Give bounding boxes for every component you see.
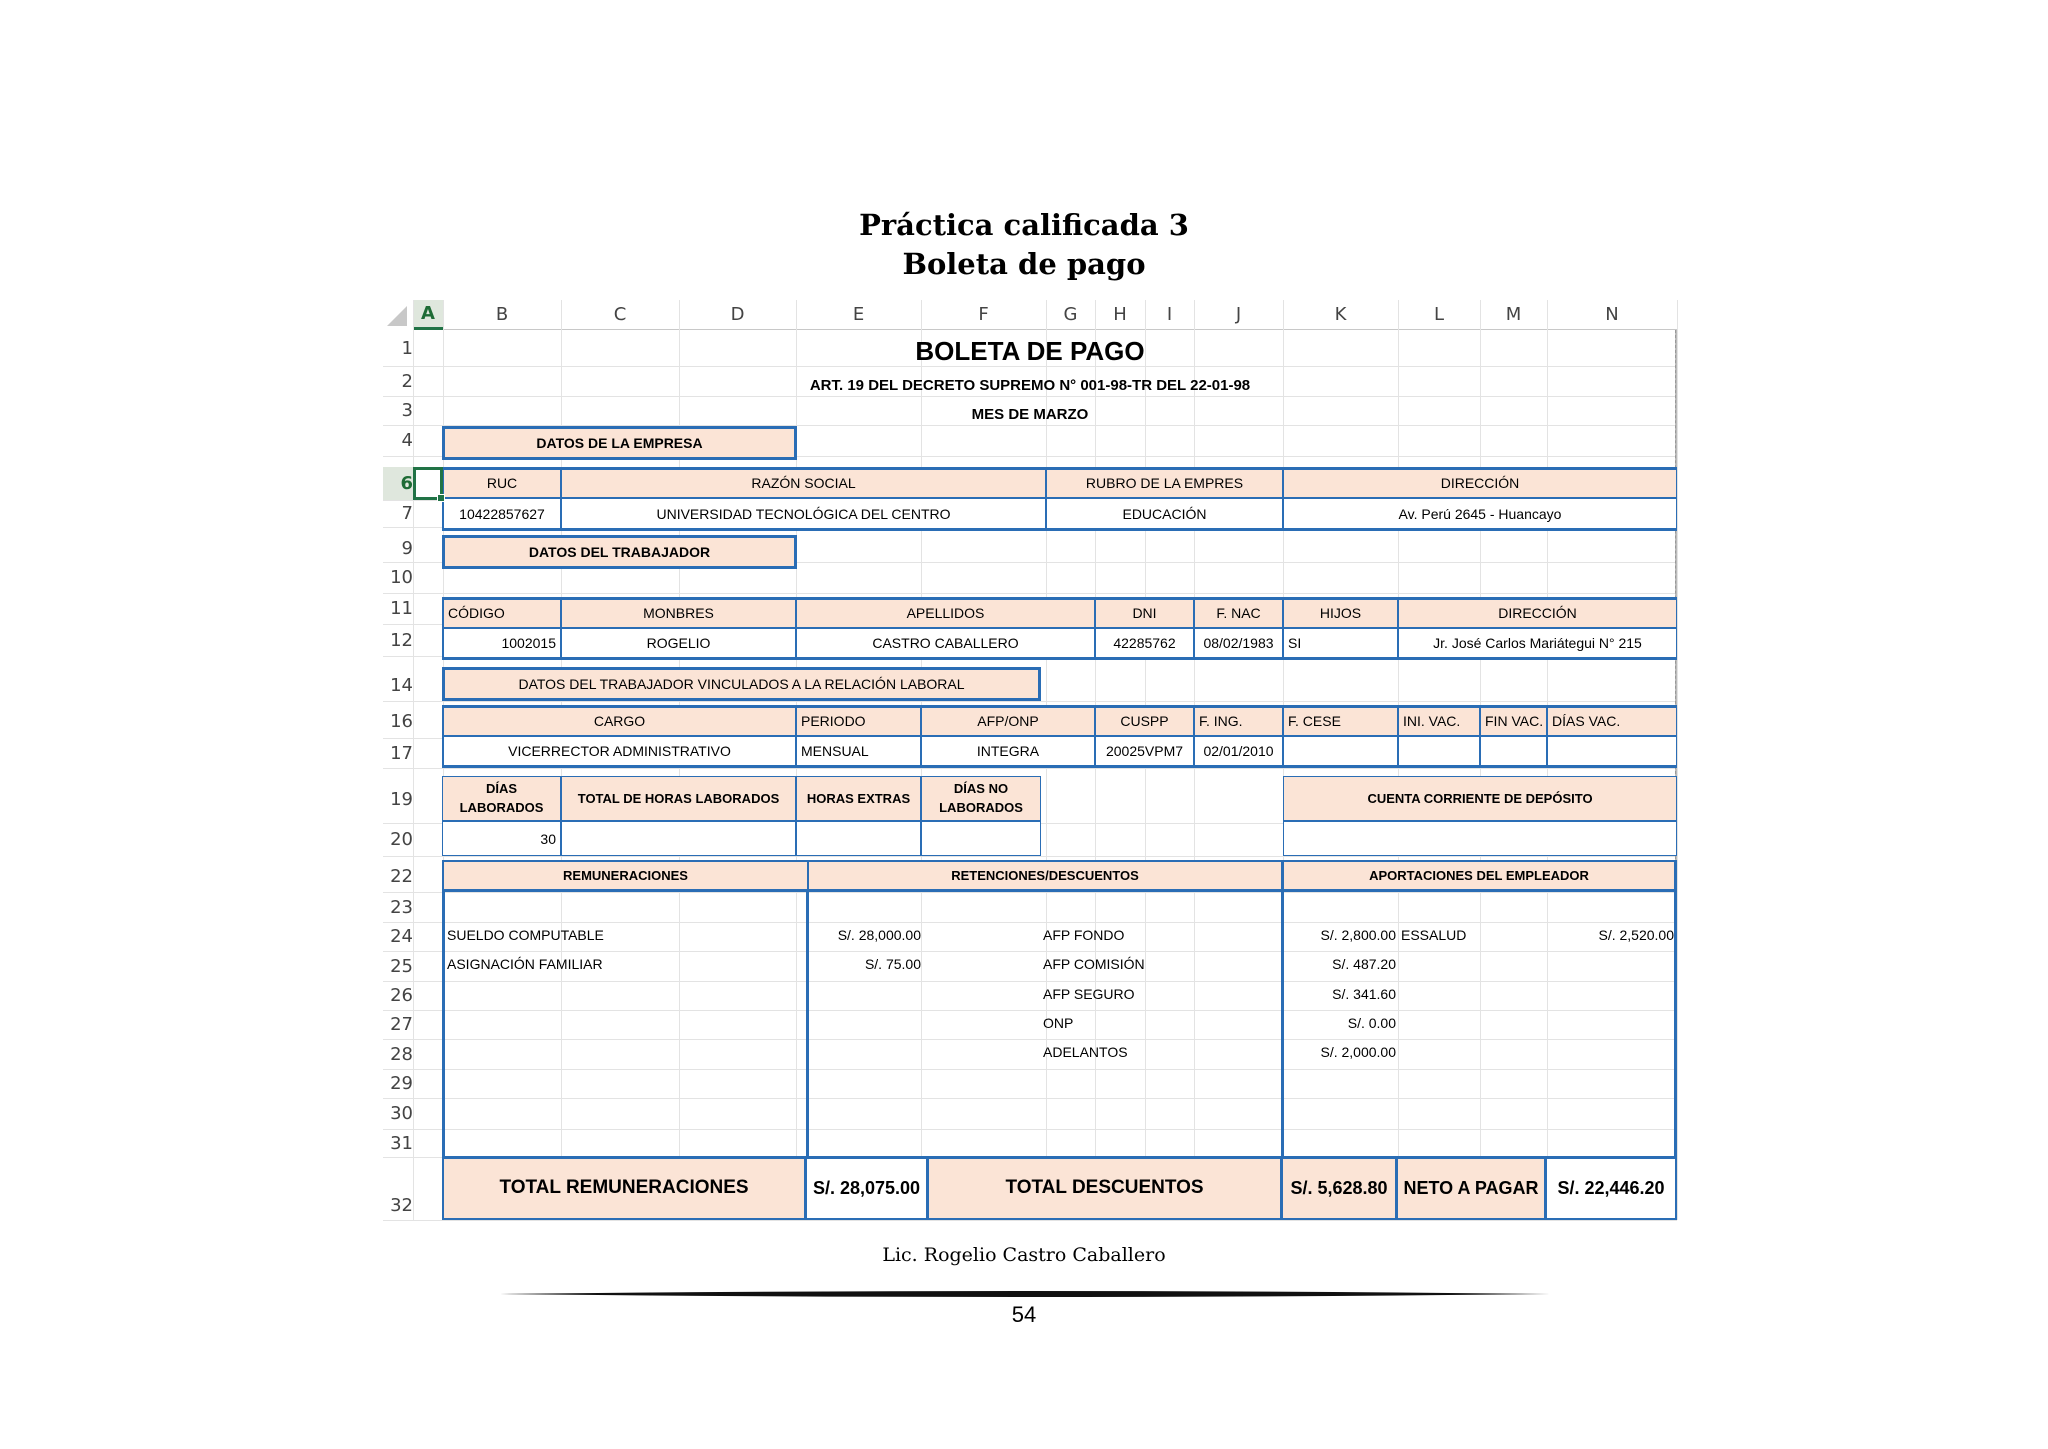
value-fin-vac [1480,736,1547,766]
remuneracion-label: ASIGNACIÓN FAMILIAR [447,956,603,972]
row-header-30[interactable]: 30 [390,1103,413,1124]
column-header-n[interactable]: N [1547,300,1677,330]
row-header-6[interactable]: 6 [383,467,413,500]
row-header-12[interactable]: 12 [390,629,413,651]
section-datos-laboral: DATOS DEL TRABAJADOR VINCULADOS A LA RELACIÓN LABORAL [442,667,1041,701]
page-title: Práctica calificada 3 [859,208,1189,242]
value-rubro: EDUCACIÓN [1046,498,1283,529]
retencion-label: ADELANTOS [1043,1044,1128,1060]
header-afp-onp: AFP/ONP [921,707,1095,736]
page-subtitle: Boleta de pago [902,247,1146,281]
value-cargo: VICERRECTOR ADMINISTRATIVO [443,736,796,766]
column-header-l[interactable]: L [1398,300,1480,330]
value-f-ing: 02/01/2010 [1194,736,1283,766]
row-header-10[interactable]: 10 [390,567,413,588]
gridline-horizontal [383,396,1677,397]
row-header-3[interactable]: 3 [401,400,413,421]
row-header-2[interactable]: 2 [401,370,413,392]
value-ini-vac [1398,736,1480,766]
row-header-4[interactable]: 4 [401,430,413,451]
row-header-1[interactable]: 1 [401,337,413,359]
retencion-label: ONP [1043,1015,1074,1031]
gridline-horizontal [383,856,1677,857]
remuneracion-amount: S/. 28,000.00 [837,927,921,943]
row-header-7[interactable]: 7 [401,503,413,524]
row-header-20[interactable]: 20 [390,829,413,850]
retencion-amount: S/. 487.20 [1332,956,1396,972]
retencion-amount: S/. 2,000.00 [1320,1044,1396,1060]
gridline-horizontal [383,768,1677,769]
total-descuentos-value: S/. 5,628.80 [1283,1159,1398,1218]
column-header-m[interactable]: M [1480,300,1547,330]
retencion-label: AFP COMISIÓN [1043,956,1145,972]
row-header-17[interactable]: 17 [390,742,413,764]
column-header-d[interactable]: D [679,300,796,330]
value-afp-onp: INTEGRA [921,736,1095,766]
header-fin-vac: FIN VAC. [1480,707,1547,736]
header-codigo: CÓDIGO [443,599,561,628]
row-header-31[interactable]: 31 [390,1132,413,1154]
remuneracion-label: SUELDO COMPUTABLE [447,927,604,943]
row-header-26[interactable]: 26 [390,985,413,1006]
column-header-k[interactable]: K [1283,300,1398,330]
row-header-29[interactable]: 29 [390,1073,413,1094]
header-dias-vac: DÍAS VAC. [1547,707,1677,736]
header-aportaciones: APORTACIONES DEL EMPLEADOR [1284,862,1674,892]
total-descuentos-label: TOTAL DESCUENTOS [929,1159,1283,1218]
footer-author: Lic. Rogelio Castro Caballero [882,1244,1166,1266]
column-header-f[interactable]: F [921,300,1046,330]
value-nombres: ROGELIO [561,628,796,658]
gridline-horizontal [383,593,1677,594]
column-header-c[interactable]: C [561,300,679,330]
header-cargo: CARGO [443,707,796,736]
header-dni: DNI [1095,599,1194,628]
header-nombres: MONBRES [561,599,796,628]
dias-laborados-value: 30 [442,821,561,856]
header-cuspp: CUSPP [1095,707,1194,736]
value-razon-social: UNIVERSIDAD TECNOLÓGICA DEL CENTRO [561,498,1046,529]
value-hijos: SI [1283,628,1398,658]
dias-label-2: LABORADOS [459,799,544,815]
boleta-month: MES DE MARZO [971,406,1089,423]
row-header-28[interactable]: 28 [390,1043,413,1065]
column-header-h[interactable]: H [1095,300,1145,330]
header-ruc: RUC [443,469,561,498]
value-direccion-trabajador: Jr. José Carlos Mariátegui N° 215 [1398,628,1677,658]
value-f-cese [1283,736,1398,766]
total-remuneraciones-label: TOTAL REMUNERACIONES [444,1159,807,1218]
row-header-23[interactable]: 23 [390,896,413,918]
header-f-ing: F. ING. [1194,707,1283,736]
row-header-11[interactable]: 11 [390,598,413,619]
select-all-corner[interactable] [387,306,407,326]
column-header-b[interactable]: B [443,300,561,330]
value-periodo: MENSUAL [796,736,921,766]
aportaciones-box [1281,860,1677,1159]
boleta-subtitle: ART. 19 DEL DECRETO SUPREMO N° 001-98-TR DEL 22-01-98 [809,377,1251,394]
value-cuspp: 20025VPM7 [1095,736,1194,766]
header-dias-no-laborados [921,776,1041,821]
header-f-cese: F. CESE [1283,707,1398,736]
aportacion-label: ESSALUD [1401,927,1467,943]
row-header-27[interactable]: 27 [390,1014,413,1035]
value-f-nac: 08/02/1983 [1194,628,1283,658]
retencion-label: AFP SEGURO [1043,986,1135,1002]
aportacion-amount: S/. 2,520.00 [1598,927,1674,943]
column-header-j[interactable]: J [1194,300,1283,330]
row-header-32[interactable]: 32 [390,1195,413,1216]
gridline-vertical [1677,300,1678,1220]
value-codigo: 1002015 [443,628,561,658]
boleta-title: BOLETA DE PAGO [915,336,1145,366]
retencion-amount: S/. 341.60 [1332,986,1396,1002]
column-header-i[interactable]: I [1145,300,1194,330]
gridline-horizontal [383,1220,1677,1221]
header-razon-social: RAZÓN SOCIAL [561,469,1046,498]
value-apellidos: CASTRO CABALLERO [796,628,1095,658]
header-rubro: RUBRO DE LA EMPRES [1046,469,1283,498]
header-apellidos: APELLIDOS [796,599,1095,628]
page-number: 54 [1011,1302,1037,1327]
horas-extras-value [796,821,921,856]
neto-pagar-value: S/. 22,446.20 [1547,1159,1675,1218]
header-f-nac: F. NAC [1194,599,1283,628]
header-remuneraciones: REMUNERACIONES [444,862,807,892]
total-remuneraciones-value: S/. 28,075.00 [807,1159,929,1218]
neto-pagar-label: NETO A PAGAR [1398,1159,1547,1218]
value-direccion-empresa: Av. Perú 2645 - Huancayo [1283,498,1677,529]
dias-label-1: DÍAS [485,780,518,796]
row-header-16[interactable]: 16 [390,711,413,732]
remuneraciones-box [442,860,809,1159]
row-header-9[interactable]: 9 [401,538,413,559]
section-datos-trabajador: DATOS DEL TRABAJADOR [442,535,797,569]
row-header-14[interactable]: 14 [390,674,413,696]
cuenta-corriente-value [1283,821,1677,856]
row-header-19[interactable]: 19 [390,789,413,810]
remuneracion-amount: S/. 75.00 [864,956,921,972]
value-ruc: 10422857627 [443,498,561,529]
section-datos-empresa: DATOS DE LA EMPRESA [442,426,797,460]
gridline-vertical [413,300,414,1220]
no-label-1: DÍAS NO [953,780,1009,796]
column-header-a[interactable]: A [413,300,443,330]
no-label-2: LABORADOS [939,799,1023,815]
retenciones-box [806,860,1284,1159]
gridline-horizontal [383,701,1677,702]
retencion-label: AFP FONDO [1043,927,1125,943]
header-hijos: HIJOS [1283,599,1398,628]
footer-rule [500,1290,1550,1298]
header-total-horas: TOTAL DE HORAS LABORADOS [561,776,796,821]
row-header-24[interactable]: 24 [390,926,413,947]
row-header-25[interactable]: 25 [390,955,413,977]
total-horas-value [561,821,796,856]
retencion-amount: S/. 2,800.00 [1320,927,1396,943]
header-retenciones: RETENCIONES/DESCUENTOS [809,862,1281,892]
value-dias-vac [1547,736,1677,766]
value-dni: 42285762 [1095,628,1194,658]
header-horas-extras: HORAS EXTRAS [796,776,921,821]
dias-no-value [921,821,1041,856]
header-dias-laborados [442,776,561,821]
header-ini-vac: INI. VAC. [1398,707,1480,736]
row-header-22[interactable]: 22 [390,865,413,887]
spreadsheet[interactable] [383,286,1677,1220]
retencion-amount: S/. 0.00 [1347,1015,1396,1031]
header-cuenta-corriente: CUENTA CORRIENTE DE DEPÓSITO [1283,776,1677,821]
column-header-e[interactable]: E [796,300,921,330]
header-direccion-trabajador: DIRECCIÓN [1398,599,1677,628]
selected-cell-a6[interactable] [413,467,443,500]
header-direccion-empresa: DIRECCIÓN [1283,469,1677,498]
header-periodo: PERIODO [796,707,921,736]
column-header-g[interactable]: G [1046,300,1095,330]
